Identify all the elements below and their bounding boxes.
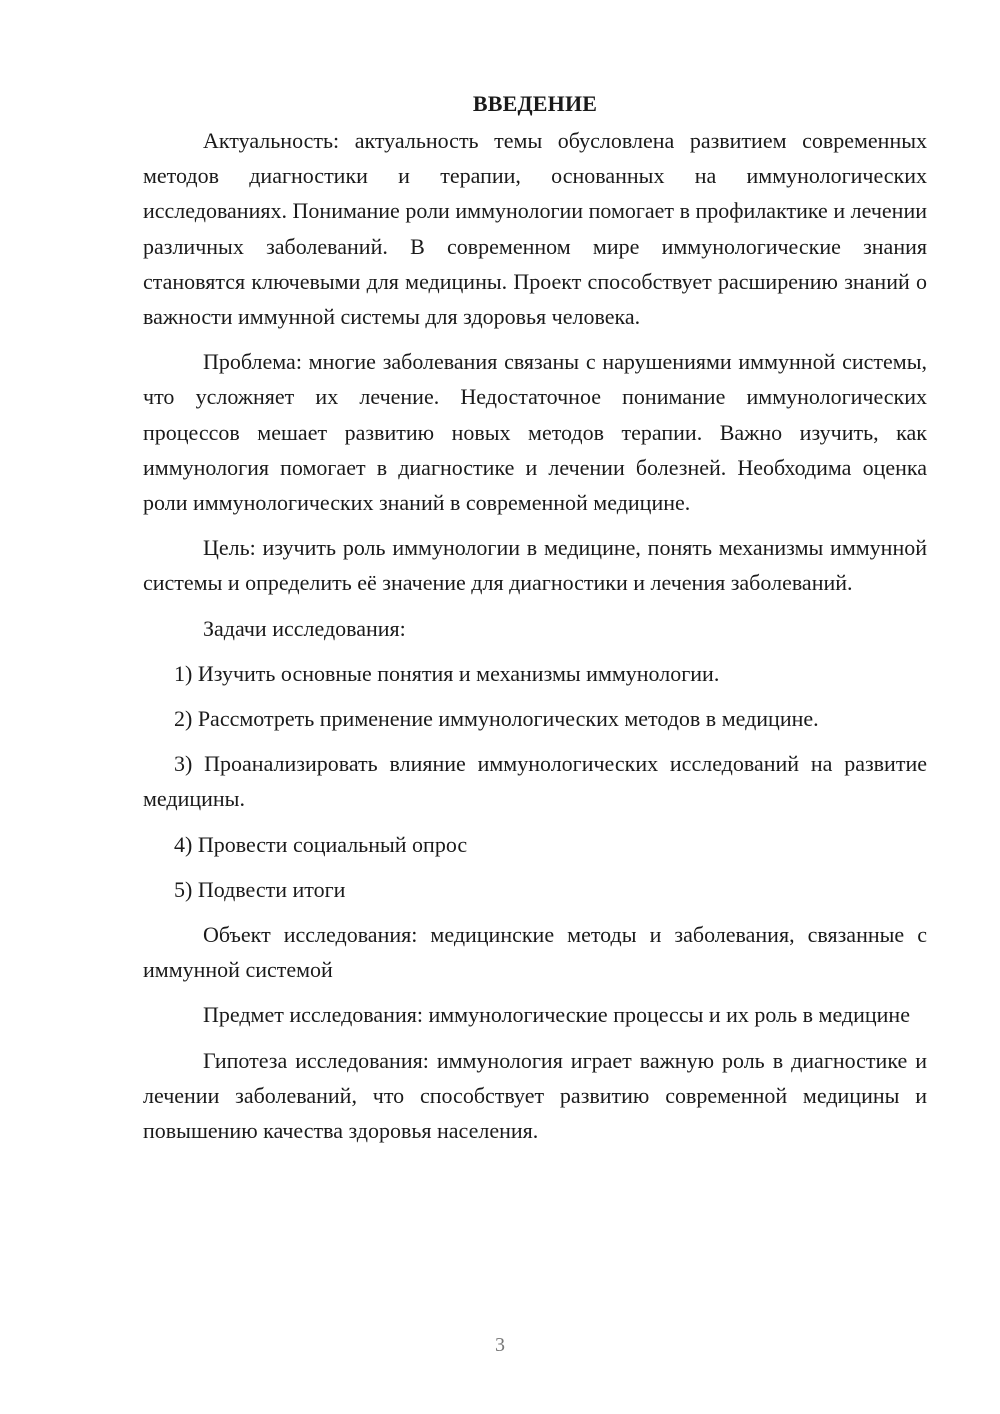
tasks-heading: Задачи исследования:	[203, 615, 406, 641]
list-item: 3) Проанализировать влияние иммунологических исследований на развитие медицины.	[143, 751, 927, 812]
list-item: 2) Рассмотреть применение иммунологических методов в медицине.	[174, 706, 819, 732]
tasks-list	[143, 656, 927, 907]
paragraph-object: Объект исследования: медицинские методы и заболевания, связанные с иммунной системой	[143, 922, 927, 983]
paragraph-relevance: Актуальность: актуальность темы обусловлена развитием современных методов диагностики и терапии, основанных на иммунологических исследованиях. Понимание роли иммунологии помогает в профилактике и лечении различных заболеваний. В современном мире иммунологические знания становятся ключевыми для медицины. Проект способствует расширению знаний о важности иммунной системы для здоровья человека.	[143, 128, 927, 330]
page-number: 3	[495, 1334, 505, 1356]
list-item: 4) Провести социальный опрос	[174, 831, 468, 857]
document-page	[143, 90, 927, 1158]
paragraph-goal: Цель: изучить роль иммунологии в медицине, понять механизмы иммунной системы и определить её значение для диагностики и лечения заболеваний.	[143, 535, 927, 596]
paragraph-problem: Проблема: многие заболевания связаны с нарушениями иммунной системы, что усложняет их лечение. Недостаточное понимание иммунологических процессов мешает развитию новых методов терапии. Важно изучить, как иммунология помогает в диагностике и лечении болезней. Необходима оценка роли иммунологических знаний в современной медицине.	[143, 349, 927, 516]
list-item: 5) Подвести итоги	[174, 876, 346, 902]
page-title: ВВЕДЕНИЕ	[472, 91, 598, 116]
paragraph-subject: Предмет исследования: иммунологические процессы и их роль в медицине	[203, 1002, 910, 1028]
paragraph-hypothesis: Гипотеза исследования: иммунология играет важную роль в диагностике и лечении заболеваний, что способствует развитию современной медицины и повышению качества здоровья населения.	[143, 1047, 927, 1144]
list-item: 1) Изучить основные понятия и механизмы иммунологии.	[174, 660, 720, 686]
